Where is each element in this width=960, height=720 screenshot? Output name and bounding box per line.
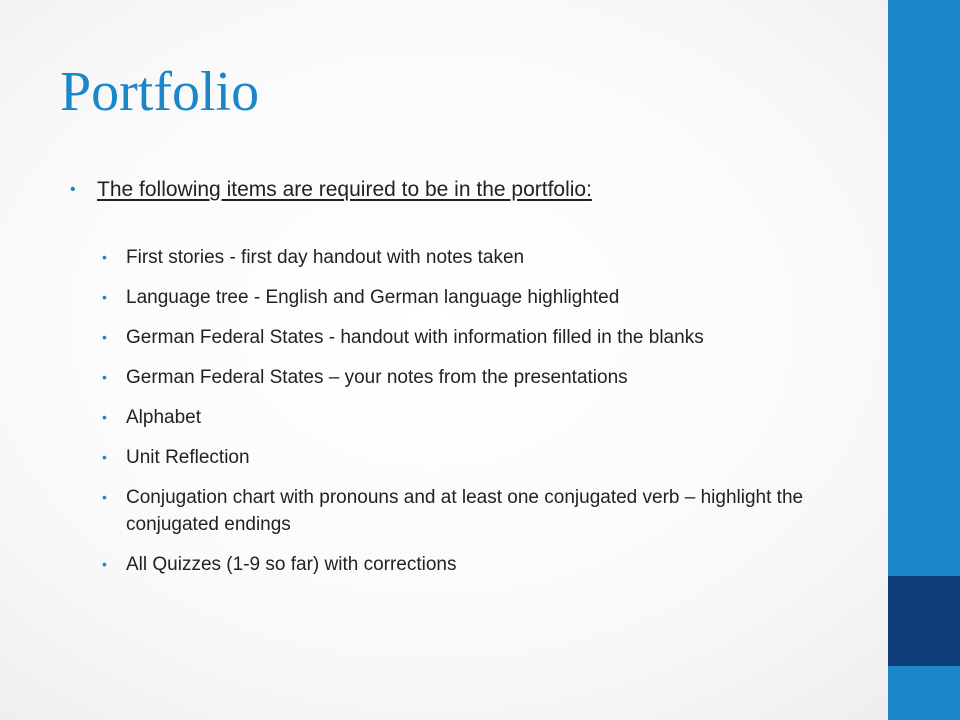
bullet-dot-icon: • [102,289,107,305]
slide-title: Portfolio [60,61,260,123]
list-item [70,444,860,471]
list-item-text: Conjugation chart with pronouns and at least one conjugated verb – highlight the conjugated endings [126,487,804,535]
list-item-text: First stories - first day handout with notes taken [126,247,525,268]
bullet-dot-icon: • [102,556,107,572]
list-item [70,404,860,431]
list-item [70,484,860,538]
list-item-text: Language tree - English and German language highlighted [126,287,620,308]
bullet-dot-icon: • [102,409,107,425]
list-item-text: Alphabet [126,407,202,428]
list-item-text: All Quizzes (1-9 so far) with corrections [126,554,457,575]
list-item-text: German Federal States – your notes from the presentations [126,367,628,388]
slide-content [70,172,860,591]
bullet-dot-icon: • [102,249,107,265]
bullet-dot-icon: • [102,369,107,385]
bullet-dot-icon: • [102,489,107,505]
list-item [70,284,860,311]
list-item [70,551,860,578]
side-accent-block [888,576,960,666]
list-item-text: Unit Reflection [126,447,250,468]
bullet-dot-icon: • [102,329,107,345]
list-item [70,244,860,271]
required-items-list [70,244,860,578]
list-item [70,364,860,391]
bullet-dot-icon: • [70,181,76,198]
bullet-heading-text: The following items are required to be in the portfolio: [97,178,592,201]
bullet-heading [70,172,860,208]
bullet-dot-icon: • [102,449,107,465]
list-item [70,324,860,351]
list-item-text: German Federal States - handout with information filled in the blanks [126,327,704,348]
